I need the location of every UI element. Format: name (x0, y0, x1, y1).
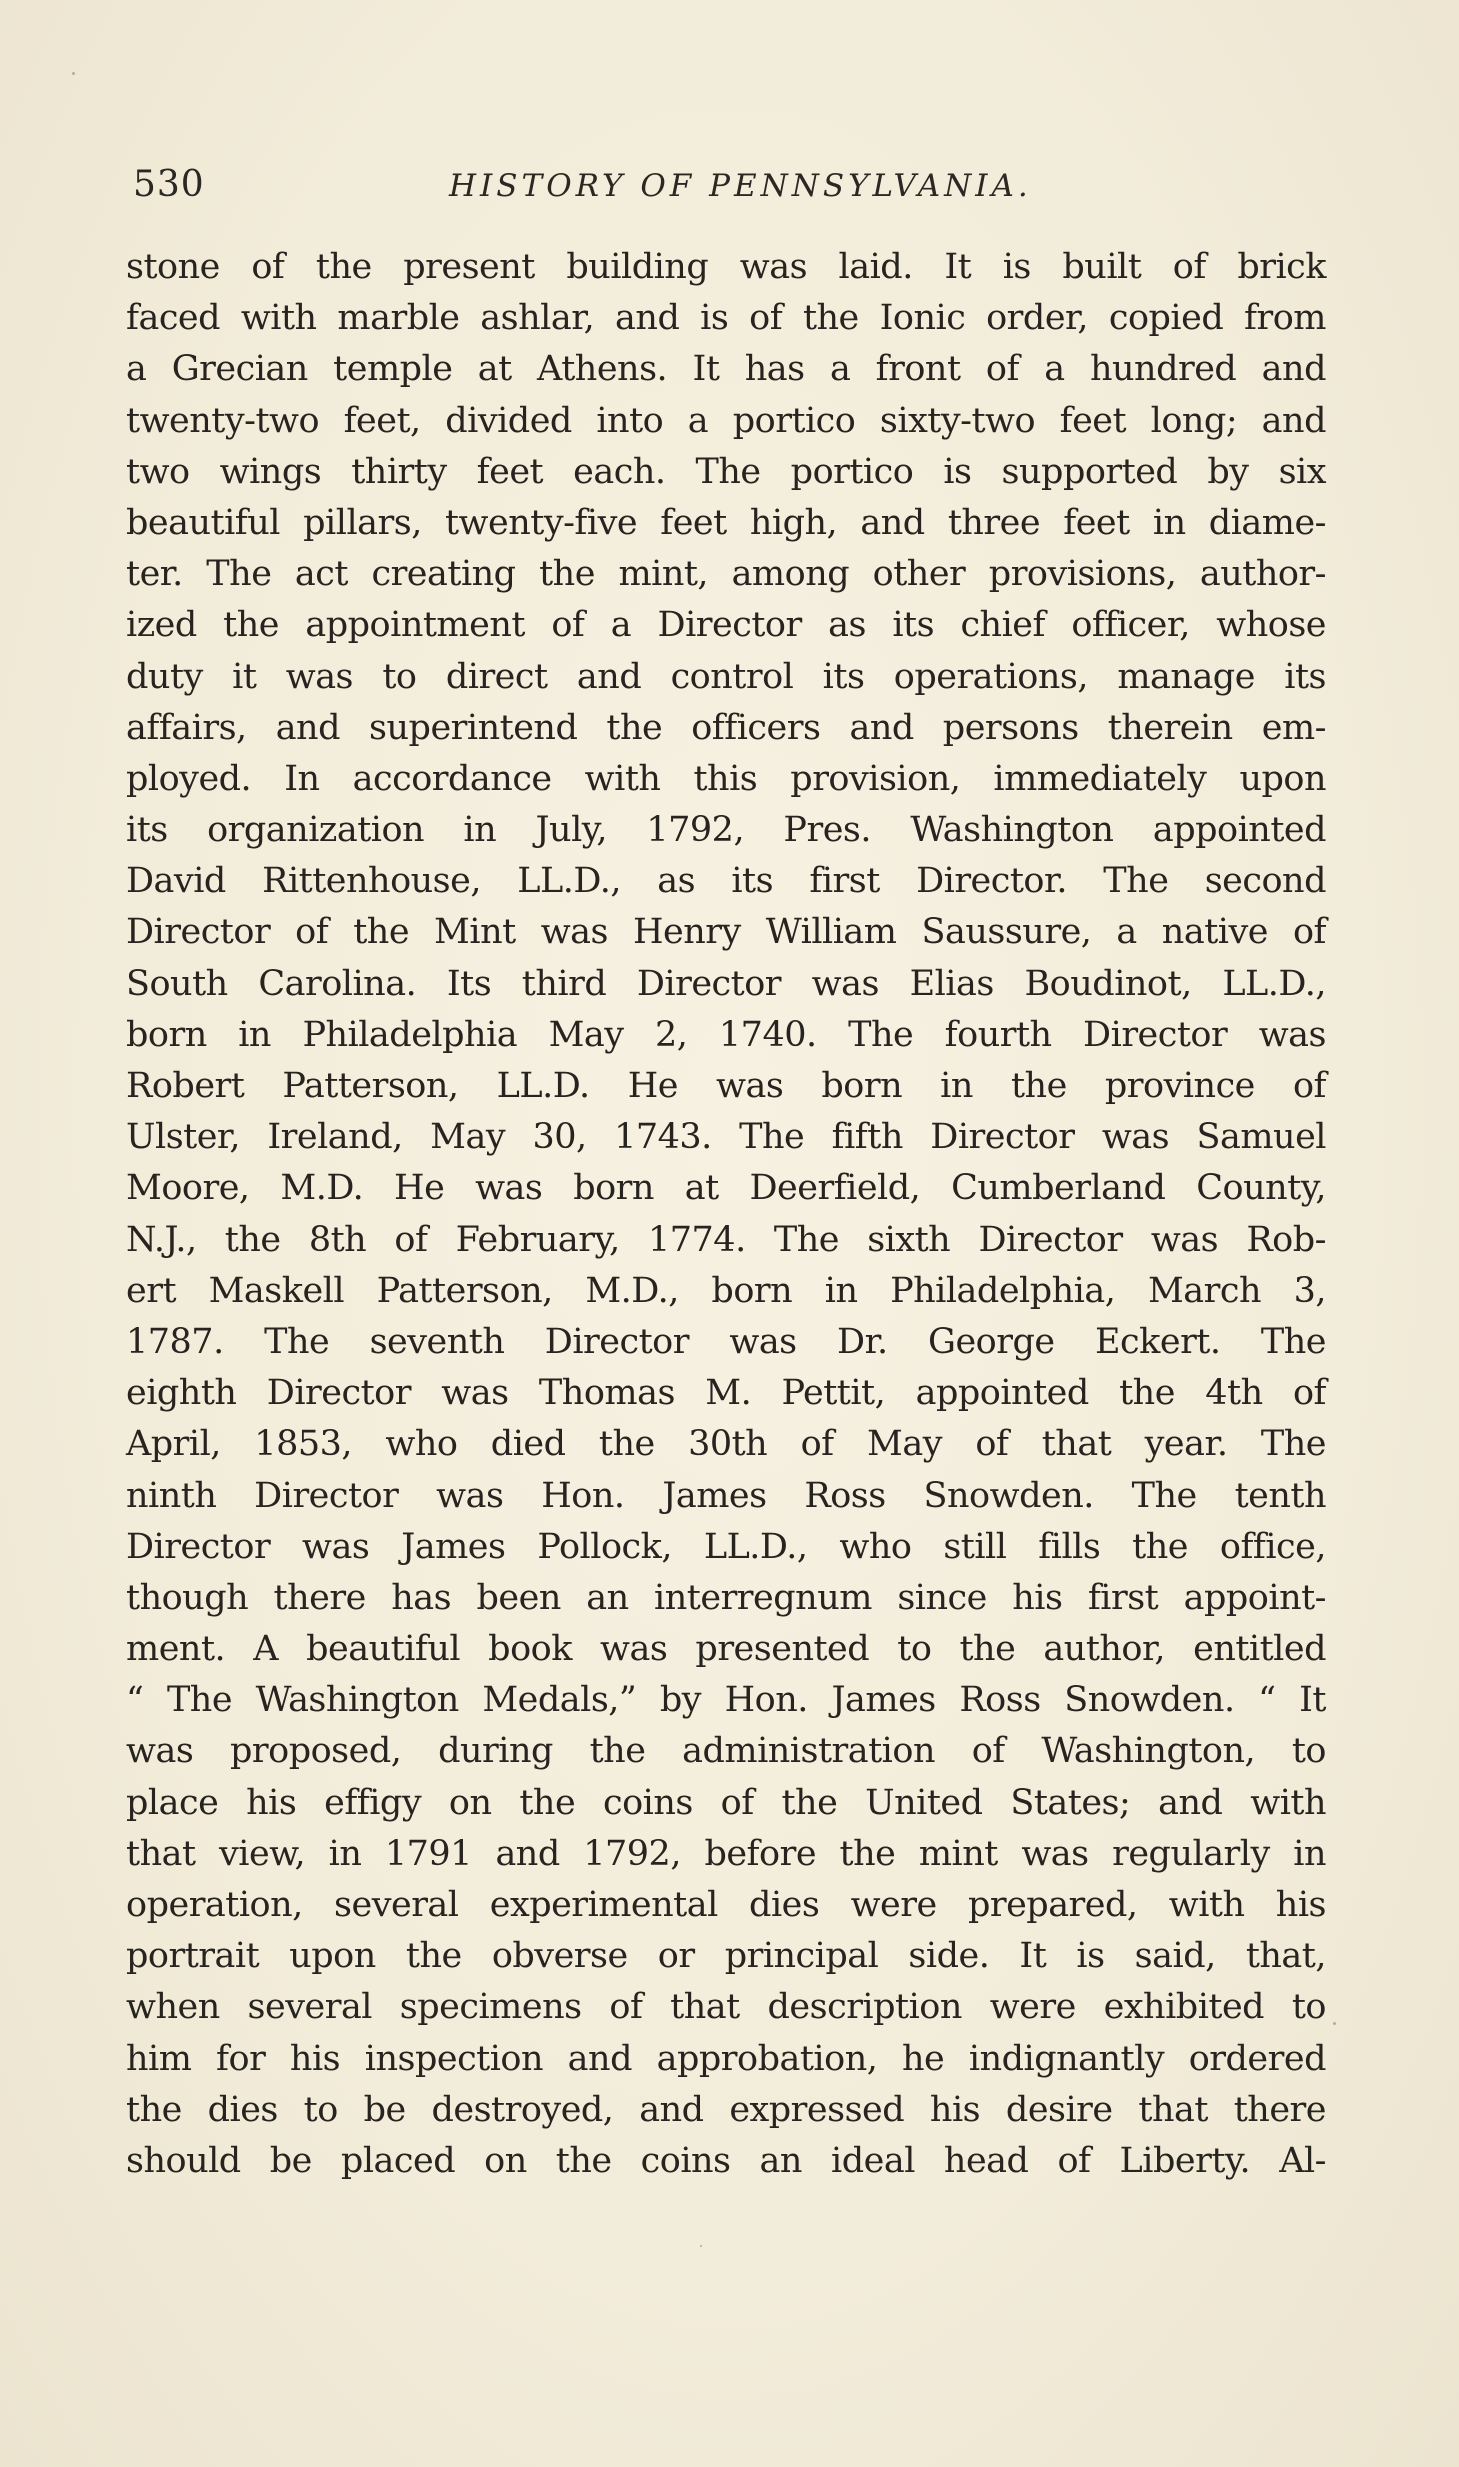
text-line: was proposed, during the administration of Washington, to (126, 1731, 1326, 1772)
paper-speck (1333, 2022, 1336, 2025)
text-line: faced with marble ashlar, and is of the Ionic order, copied from (126, 298, 1326, 339)
text-line: ert Maskell Patterson, M.D., born in Philadelphia, March 3, (126, 1270, 1326, 1311)
text-line: “ The Washington Medals,” by Hon. James Ross Snowden. “ It (126, 1680, 1326, 1721)
text-line: Moore, M.D. He was born at Deerfield, Cumberland County, (126, 1168, 1326, 1209)
body-text (126, 242, 1326, 2187)
text-line: Director was James Pollock, LL.D., who still fills the office, (126, 1526, 1326, 1567)
text-line: portrait upon the obverse or principal side. It is said, that, (126, 1936, 1326, 1977)
running-head: HISTORY OF PENNSYLVANIA. (449, 168, 1032, 204)
text-line: ninth Director was Hon. James Ross Snowden. The tenth (126, 1475, 1326, 1516)
text-line: ment. A beautiful book was presented to the author, entitled (126, 1629, 1326, 1670)
text-line: a Grecian temple at Athens. It has a front of a hundred and (126, 349, 1326, 390)
paper-speck (72, 72, 75, 75)
text-line: ployed. In accordance with this provision, immediately upon (126, 758, 1326, 799)
text-line: the dies to be destroyed, and expressed his desire that there (126, 2089, 1326, 2130)
text-line: N.J., the 8th of February, 1774. The sixth Director was Rob- (126, 1219, 1326, 1260)
text-line: that view, in 1791 and 1792, before the mint was regularly in (126, 1833, 1326, 1874)
text-line: its organization in July, 1792, Pres. Washington appointed (126, 810, 1326, 851)
text-line: should be placed on the coins an ideal head of Liberty. Al- (126, 2140, 1326, 2181)
page-number: 530 (133, 164, 205, 205)
text-line: duty it was to direct and control its operations, manage its (126, 656, 1326, 697)
text-line: operation, several experimental dies were prepared, with his (126, 1885, 1326, 1925)
page-header (133, 160, 1333, 220)
text-line: beautiful pillars, twenty-five feet high, and three feet in diame- (126, 502, 1326, 543)
text-line: place his effigy on the coins of the United States; and with (126, 1782, 1326, 1823)
text-line: affairs, and superintend the officers and persons therein em- (126, 707, 1326, 748)
text-line: Director of the Mint was Henry William Saussure, a native of (126, 912, 1326, 953)
text-line: Robert Patterson, LL.D. He was born in the province of (126, 1066, 1326, 1106)
text-line: twenty-two feet, divided into a portico sixty-two feet long; and (126, 400, 1326, 441)
text-line: South Carolina. Its third Director was Elias Boudinot, LL.D., (126, 963, 1326, 1004)
text-line: born in Philadelphia May 2, 1740. The fourth Director was (126, 1014, 1326, 1055)
text-line: stone of the present building was laid. It is built of brick (126, 247, 1326, 287)
text-line: him for his inspection and approbation, he indignantly ordered (126, 2038, 1326, 2079)
text-line: David Rittenhouse, LL.D., as its first Director. The second (126, 861, 1326, 902)
text-line: 1787. The seventh Director was Dr. George Eckert. The (126, 1321, 1326, 1362)
paper-speck (700, 2245, 702, 2247)
text-line: April, 1853, who died the 30th of May of that year. The (126, 1424, 1326, 1465)
text-line: eighth Director was Thomas M. Pettit, appointed the 4th of (126, 1373, 1326, 1414)
text-line: two wings thirty feet each. The portico is supported by six (126, 451, 1326, 492)
text-line: ter. The act creating the mint, among other provisions, author- (126, 554, 1326, 595)
text-line: ized the appointment of a Director as its chief officer, whose (126, 605, 1326, 646)
text-line: though there has been an interregnum since his first appoint- (126, 1577, 1326, 1618)
text-line: when several specimens of that description were exhibited to (126, 1987, 1326, 2028)
text-line: Ulster, Ireland, May 30, 1743. The fifth Director was Samuel (126, 1117, 1326, 1158)
